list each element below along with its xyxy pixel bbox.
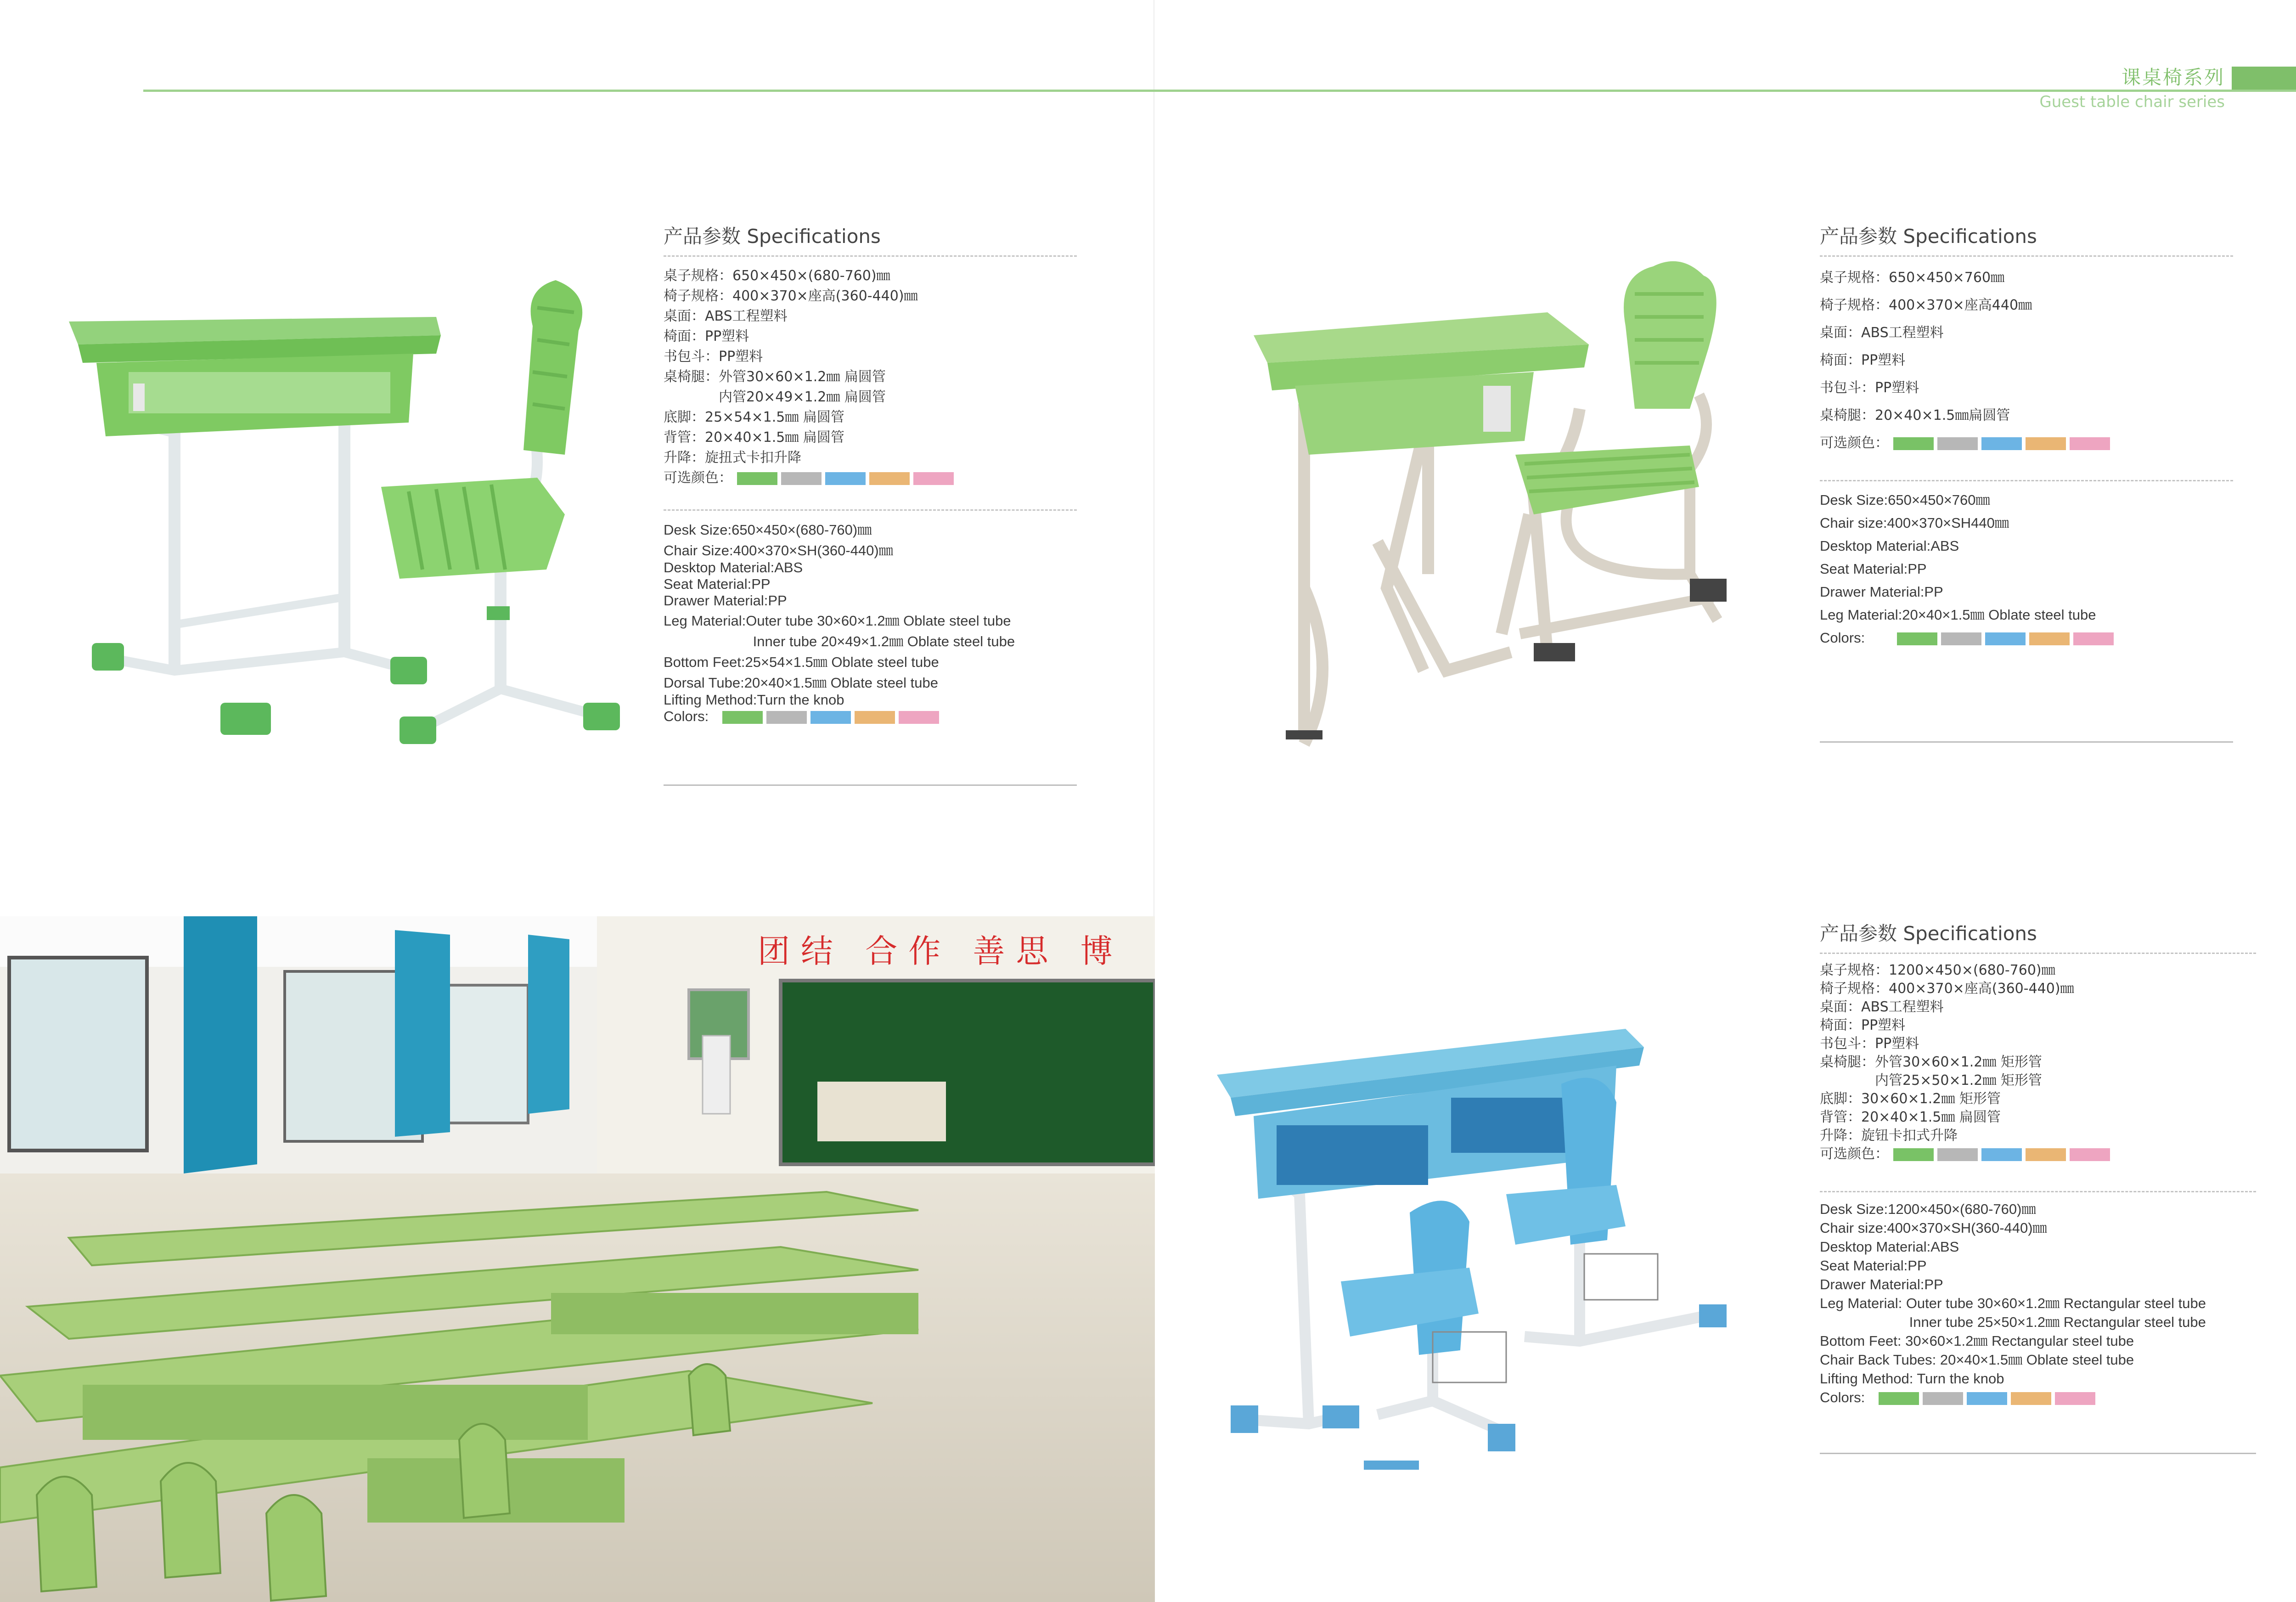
product1-image [60, 276, 629, 753]
spec-row: 桌子规格：650×450×760㎜ [1820, 270, 2005, 286]
spec-row: Desk Size:1200×450×(680-760)㎜ [1820, 1201, 2036, 1217]
product1-cn-list [664, 264, 1077, 486]
spec-row: Seat Material:PP [1820, 561, 1927, 577]
spec-row: 书包斗：PP塑料 [664, 349, 763, 365]
color-swatches [1893, 1148, 2110, 1161]
color-options-row [1820, 429, 2233, 457]
spec-row: Bottom Feet: 30×60×1.2㎜ Rectangular steel tube [1820, 1333, 2134, 1349]
color-label: Colors: [1820, 630, 1865, 646]
spec-row: Leg Material: Outer tube 30×60×1.2㎜ Rectangular steel tube [1820, 1295, 2206, 1311]
color-options-row [664, 708, 1077, 725]
spec-divider [1820, 480, 2233, 481]
spec-row: Desk Size:650×450×(680-760)㎜ [664, 522, 872, 538]
spec-row: 桌子规格：650×450×(680-760)㎜ [664, 268, 890, 284]
spec-row: 桌椅腿：20×40×1.5㎜扁圆管 [1820, 407, 2010, 423]
swatch-blue [1985, 632, 2026, 645]
product3-cn-list [1820, 961, 2256, 1163]
product2-en-list [1820, 489, 2233, 649]
color-label: Colors: [664, 708, 709, 724]
color-label: 可选颜色： [1820, 1146, 1889, 1162]
swatch-green [1879, 1392, 1919, 1405]
swatch-pink [2073, 632, 2114, 645]
spec-row: Desktop Material:ABS [1820, 538, 1959, 554]
swatch-blue [810, 711, 851, 724]
spec-row: 桌椅腿：外管30×60×1.2㎜ 矩形管 [1820, 1054, 2042, 1070]
swatch-pink [899, 711, 939, 724]
spec-row: 内管25×50×1.2㎜ 矩形管 [1820, 1072, 2042, 1089]
spec-bottom-rule [664, 784, 1077, 786]
header-rule [143, 90, 2296, 92]
spec-row: 底脚：30×60×1.2㎜ 矩形管 [1820, 1091, 2001, 1107]
swatch-pink [913, 472, 954, 485]
spec-row: Drawer Material:PP [1820, 584, 1943, 600]
swatch-orange [869, 472, 910, 485]
swatch-green [737, 472, 777, 485]
swatch-orange [2026, 437, 2066, 450]
spec-row: Chair size:400×370×SH440㎜ [1820, 515, 2009, 531]
swatch-orange [2029, 632, 2070, 645]
spec-row: 椅面：PP塑料 [1820, 352, 1906, 368]
swatch-pink [2070, 1148, 2110, 1161]
spec-row: 桌面：ABS工程塑料 [1820, 325, 1944, 341]
color-swatches [722, 711, 939, 724]
spec-divider [664, 255, 1077, 257]
spec-row: 内管20×49×1.2㎜ 扁圆管 [664, 389, 886, 405]
spec-row: Inner tube 25×50×1.2㎜ Rectangular steel tube [1820, 1314, 2206, 1330]
spec-divider [1820, 953, 2256, 954]
spec-row: Chair size:400×370×SH(360-440)㎜ [1820, 1220, 2047, 1236]
spec-row: Dorsal Tube:20×40×1.5㎜ Oblate steel tube [664, 675, 939, 691]
swatch-blue [825, 472, 866, 485]
color-swatches [1897, 632, 2114, 645]
swatch-green [1893, 437, 1934, 450]
swatch-gray [1937, 437, 1978, 450]
classroom-slogan: 团结 合作 善思 博 [758, 932, 1124, 970]
color-options-row [1820, 1145, 2256, 1163]
spec-row: Drawer Material:PP [664, 592, 787, 609]
product3-specs [1820, 919, 2256, 1454]
swatch-green [722, 711, 763, 724]
spec-row: 桌子规格：1200×450×(680-760)㎜ [1820, 962, 2055, 978]
swatch-pink [2055, 1392, 2095, 1405]
swatch-orange [855, 711, 895, 724]
color-label: 可选颜色： [664, 470, 732, 486]
spec-row: Inner tube 20×49×1.2㎜ Oblate steel tube [664, 633, 1015, 649]
series-title-cn: 课桌椅系列 [2121, 66, 2225, 89]
spec-row: Bottom Feet:25×54×1.5㎜ Oblate steel tube [664, 654, 939, 670]
color-swatches [1879, 1392, 2095, 1405]
swatch-gray [1937, 1148, 1978, 1161]
swatch-gray [1941, 632, 1981, 645]
swatch-blue [1967, 1392, 2007, 1405]
product2-image [1249, 257, 1750, 767]
product3-spec-title: 产品参数 Specifications [1820, 922, 2037, 945]
spec-row: Chair Size:400×370×SH(360-440)㎜ [664, 542, 893, 558]
color-options-row [1820, 1388, 2256, 1407]
spec-row: 背管：20×40×1.5㎜ 扁圆管 [664, 429, 844, 446]
spec-row: Lifting Method: Turn the knob [1820, 1371, 2004, 1387]
product1-spec-title: 产品参数 Specifications [664, 225, 881, 248]
product3-image [1212, 1020, 1731, 1470]
spec-bottom-rule [1820, 1453, 2256, 1454]
swatch-gray [781, 472, 822, 485]
swatch-pink [2070, 437, 2110, 450]
spec-divider [1820, 255, 2233, 257]
spec-row: Seat Material:PP [664, 576, 771, 592]
spec-row: 桌面：ABS工程塑料 [664, 308, 788, 324]
spec-row: 背管：20×40×1.5㎜ 扁圆管 [1820, 1109, 2001, 1125]
swatch-green [1897, 632, 1937, 645]
swatch-gray [1923, 1392, 1963, 1405]
product1-specs [664, 221, 1077, 786]
swatch-blue [1981, 437, 2022, 450]
spec-divider [664, 509, 1077, 511]
spec-row: Leg Material:20×40×1.5㎜ Oblate steel tube [1820, 607, 2096, 623]
spec-row: 桌面：ABS工程塑料 [1820, 999, 1944, 1015]
spec-row: Desk Size:650×450×760㎜ [1820, 492, 1990, 508]
spec-row: 椅子规格：400×370×座高(360-440)㎜ [664, 288, 918, 304]
spec-row: Desktop Material:ABS [1820, 1239, 1959, 1255]
spec-row: Leg Material:Outer tube 30×60×1.2㎜ Oblate steel tube [664, 613, 1011, 629]
swatch-green [1893, 1148, 1934, 1161]
swatch-orange [2026, 1148, 2066, 1161]
spec-row: 椅子规格：400×370×座高440㎜ [1820, 297, 2032, 313]
spec-row: 桌椅腿：外管30×60×1.2㎜ 扁圆管 [664, 369, 886, 385]
spec-row: Desktop Material:ABS [664, 559, 803, 575]
product2-cn-list [1820, 264, 2233, 457]
color-label: 可选颜色： [1820, 435, 1889, 451]
spec-row: 椅面：PP塑料 [664, 328, 749, 344]
swatch-blue [1981, 1148, 2022, 1161]
spec-row: Drawer Material:PP [1820, 1276, 1943, 1292]
spec-row: Seat Material:PP [1820, 1258, 1927, 1274]
spec-row: 底脚：25×54×1.5㎜ 扁圆管 [664, 409, 844, 425]
spec-bottom-rule [1820, 741, 2233, 743]
spec-row: Chair Back Tubes: 20×40×1.5㎜ Oblate steel tube [1820, 1352, 2134, 1368]
classroom-photo [0, 916, 1155, 1602]
spec-row: 椅子规格：400×370×座高(360-440)㎜ [1820, 981, 2074, 997]
spec-row: 升降：旋扭式卡扣升降 [664, 450, 801, 466]
product3-en-list [1820, 1200, 2256, 1407]
spec-row: 书包斗：PP塑料 [1820, 380, 1919, 396]
spec-divider [1820, 1191, 2256, 1192]
product2-spec-title: 产品参数 Specifications [1820, 225, 2037, 248]
color-swatches [737, 472, 954, 485]
series-tab [2232, 67, 2296, 90]
swatch-orange [2011, 1392, 2051, 1405]
spec-row: Lifting Method:Turn the knob [664, 692, 844, 708]
color-options-row [1820, 626, 2233, 649]
spec-row: 升降：旋钮卡扣式升降 [1820, 1128, 1958, 1144]
product2-specs [1820, 221, 2233, 743]
swatch-gray [766, 711, 807, 724]
spec-row: 椅面：PP塑料 [1820, 1017, 1906, 1033]
series-title-en: Guest table chair series [2039, 93, 2225, 111]
color-label: Colors: [1820, 1389, 1865, 1405]
spec-row: 书包斗：PP塑料 [1820, 1036, 1919, 1052]
color-options-row [664, 466, 1077, 486]
color-swatches [1893, 437, 2110, 450]
product1-en-list [664, 518, 1077, 725]
